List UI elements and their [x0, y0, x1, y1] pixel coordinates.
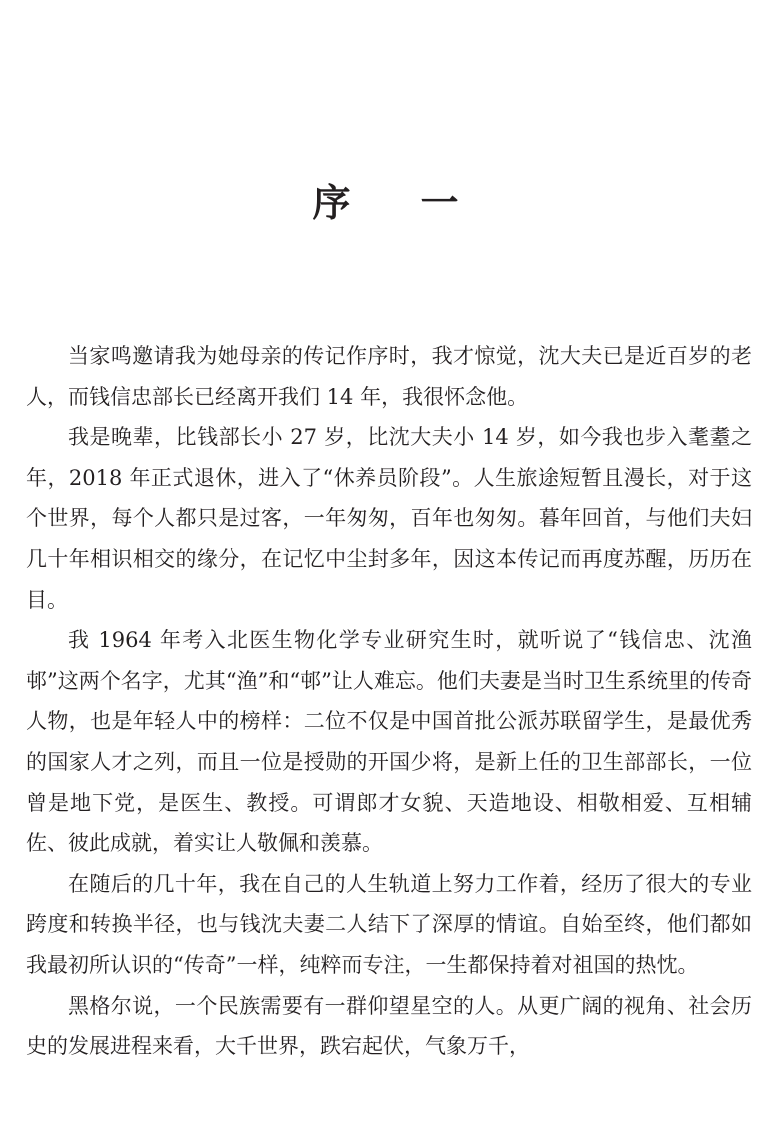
- paragraph-1: 当家鸣邀请我为她母亲的传记作序时，我才惊觉，沈大夫已是近百岁的老人，而钱信忠部长已经离开我们 14 年，我很怀念他。: [26, 344, 752, 409]
- title-char-2: 一: [420, 180, 459, 225]
- preface-title: [0, 176, 771, 230]
- paragraph-5: 黑格尔说，一个民族需要有一群仰望星空的人。从更广阔的视角、社会历史的发展进程来看，大千世界，跌宕起伏，气象万千，: [26, 993, 752, 1059]
- paragraph-3: 我 1964 年考入北医生物化学专业研究生时，就听说了“钱信忠、沈渔邨”这两个名字，尤其“渔”和“邨”让人难忘。他们夫妻是当时卫生系统里的传奇人物，也是年轻人中的榜样：二位不仅是中国首批公派苏联留学生，是最优秀的国家人才之列，而且一位是授勋的开国少将，是新上任的卫生部部长，一位曾是地下党，是医生、教授。可谓郎才女貌、天造地设、相敬相爱、互相辅佐、彼此成就，着实让人敬佩和羡慕。: [26, 628, 752, 856]
- preface-body: [26, 336, 752, 1067]
- title-char-1: 序: [312, 180, 351, 225]
- paragraph-2: 我是晚辈，比钱部长小 27 岁，比沈大夫小 14 岁，如今我也步入耄耋之年，2018 年正式退休，进入了“休养员阶段”。人生旅途短暂且漫长，对于这个世界，每个人都只是过客，一年匆匆，百年也匆匆。暮年回首，与他们夫妇几十年相识相交的缘分，在记忆中尘封多年，因这本传记而再度苏醒，历历在目。: [26, 425, 752, 612]
- paragraph-4: 在随后的几十年，我在自己的人生轨道上努力工作着，经历了很大的专业跨度和转换半径，也与钱沈夫妻二人结下了深厚的情谊。自始至终，他们都如我最初所认识的“传奇”一样，纯粹而专注，一生都保持着对祖国的热忱。: [26, 871, 752, 977]
